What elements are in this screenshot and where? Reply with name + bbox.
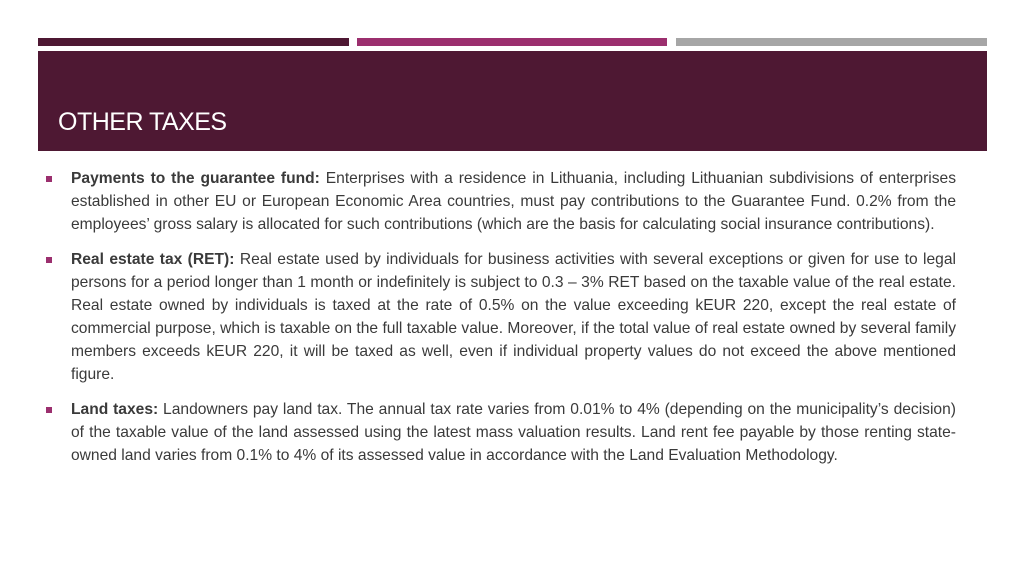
square-bullet-icon: [46, 176, 52, 182]
square-bullet-icon: [46, 257, 52, 263]
bullet-list: [46, 167, 956, 479]
title-band: [38, 51, 987, 151]
accent-bar-middle: [357, 38, 667, 46]
bullet-text: Enterprises with a residence in Lithuania, including Lithuanian subdivisions of enterprises established in other EU or European Economic Area countries, must pay contributions to the Guarantee Fund. 0.2% from the employees’ gross salary is allocated for such contributions (which are the basis for calculating social insurance contributions).: [71, 170, 957, 233]
accent-bar-right: [676, 38, 987, 46]
bullet-term: Land taxes:: [71, 401, 159, 418]
bullet-item-guarantee-fund: [46, 167, 956, 236]
bullet-text: Landowners pay land tax. The annual tax rate varies from 0.01% to 4% (depending on the municipality’s decision) of the taxable value of the land assessed using the latest mass valuation results. Land rent fee payable by those renting state-owned land varies from 0.1% to 4% of its assessed value in accordance with the Land Evaluation Methodology.: [71, 401, 956, 464]
bullet-item-real-estate-tax: [46, 248, 956, 386]
bullet-item-land-taxes: [46, 398, 956, 467]
square-bullet-icon: [46, 407, 52, 413]
slide-title: OTHER TAXES: [58, 108, 227, 136]
accent-bar-left: [38, 38, 349, 46]
bullet-term: Real estate tax (RET):: [71, 251, 235, 268]
bullet-term: Payments to the guarantee fund:: [71, 170, 320, 187]
bullet-text: Real estate used by individuals for business activities with several exceptions or given for use to legal persons for a period longer than 1 month or indefinitely is subject to 0.3 – 3% RET based on the taxable value of the real estate. Real estate owned by individuals is taxed at the rate of 0.5% on the value exceeding kEUR 220, except the real estate of commercial purpose, which is taxable on the full taxable value. Moreover, if the total value of real estate owned by several family members exceeds kEUR 220, it will be taxed as well, even if individual property values do not exceed the above mentioned figure.: [71, 251, 956, 383]
